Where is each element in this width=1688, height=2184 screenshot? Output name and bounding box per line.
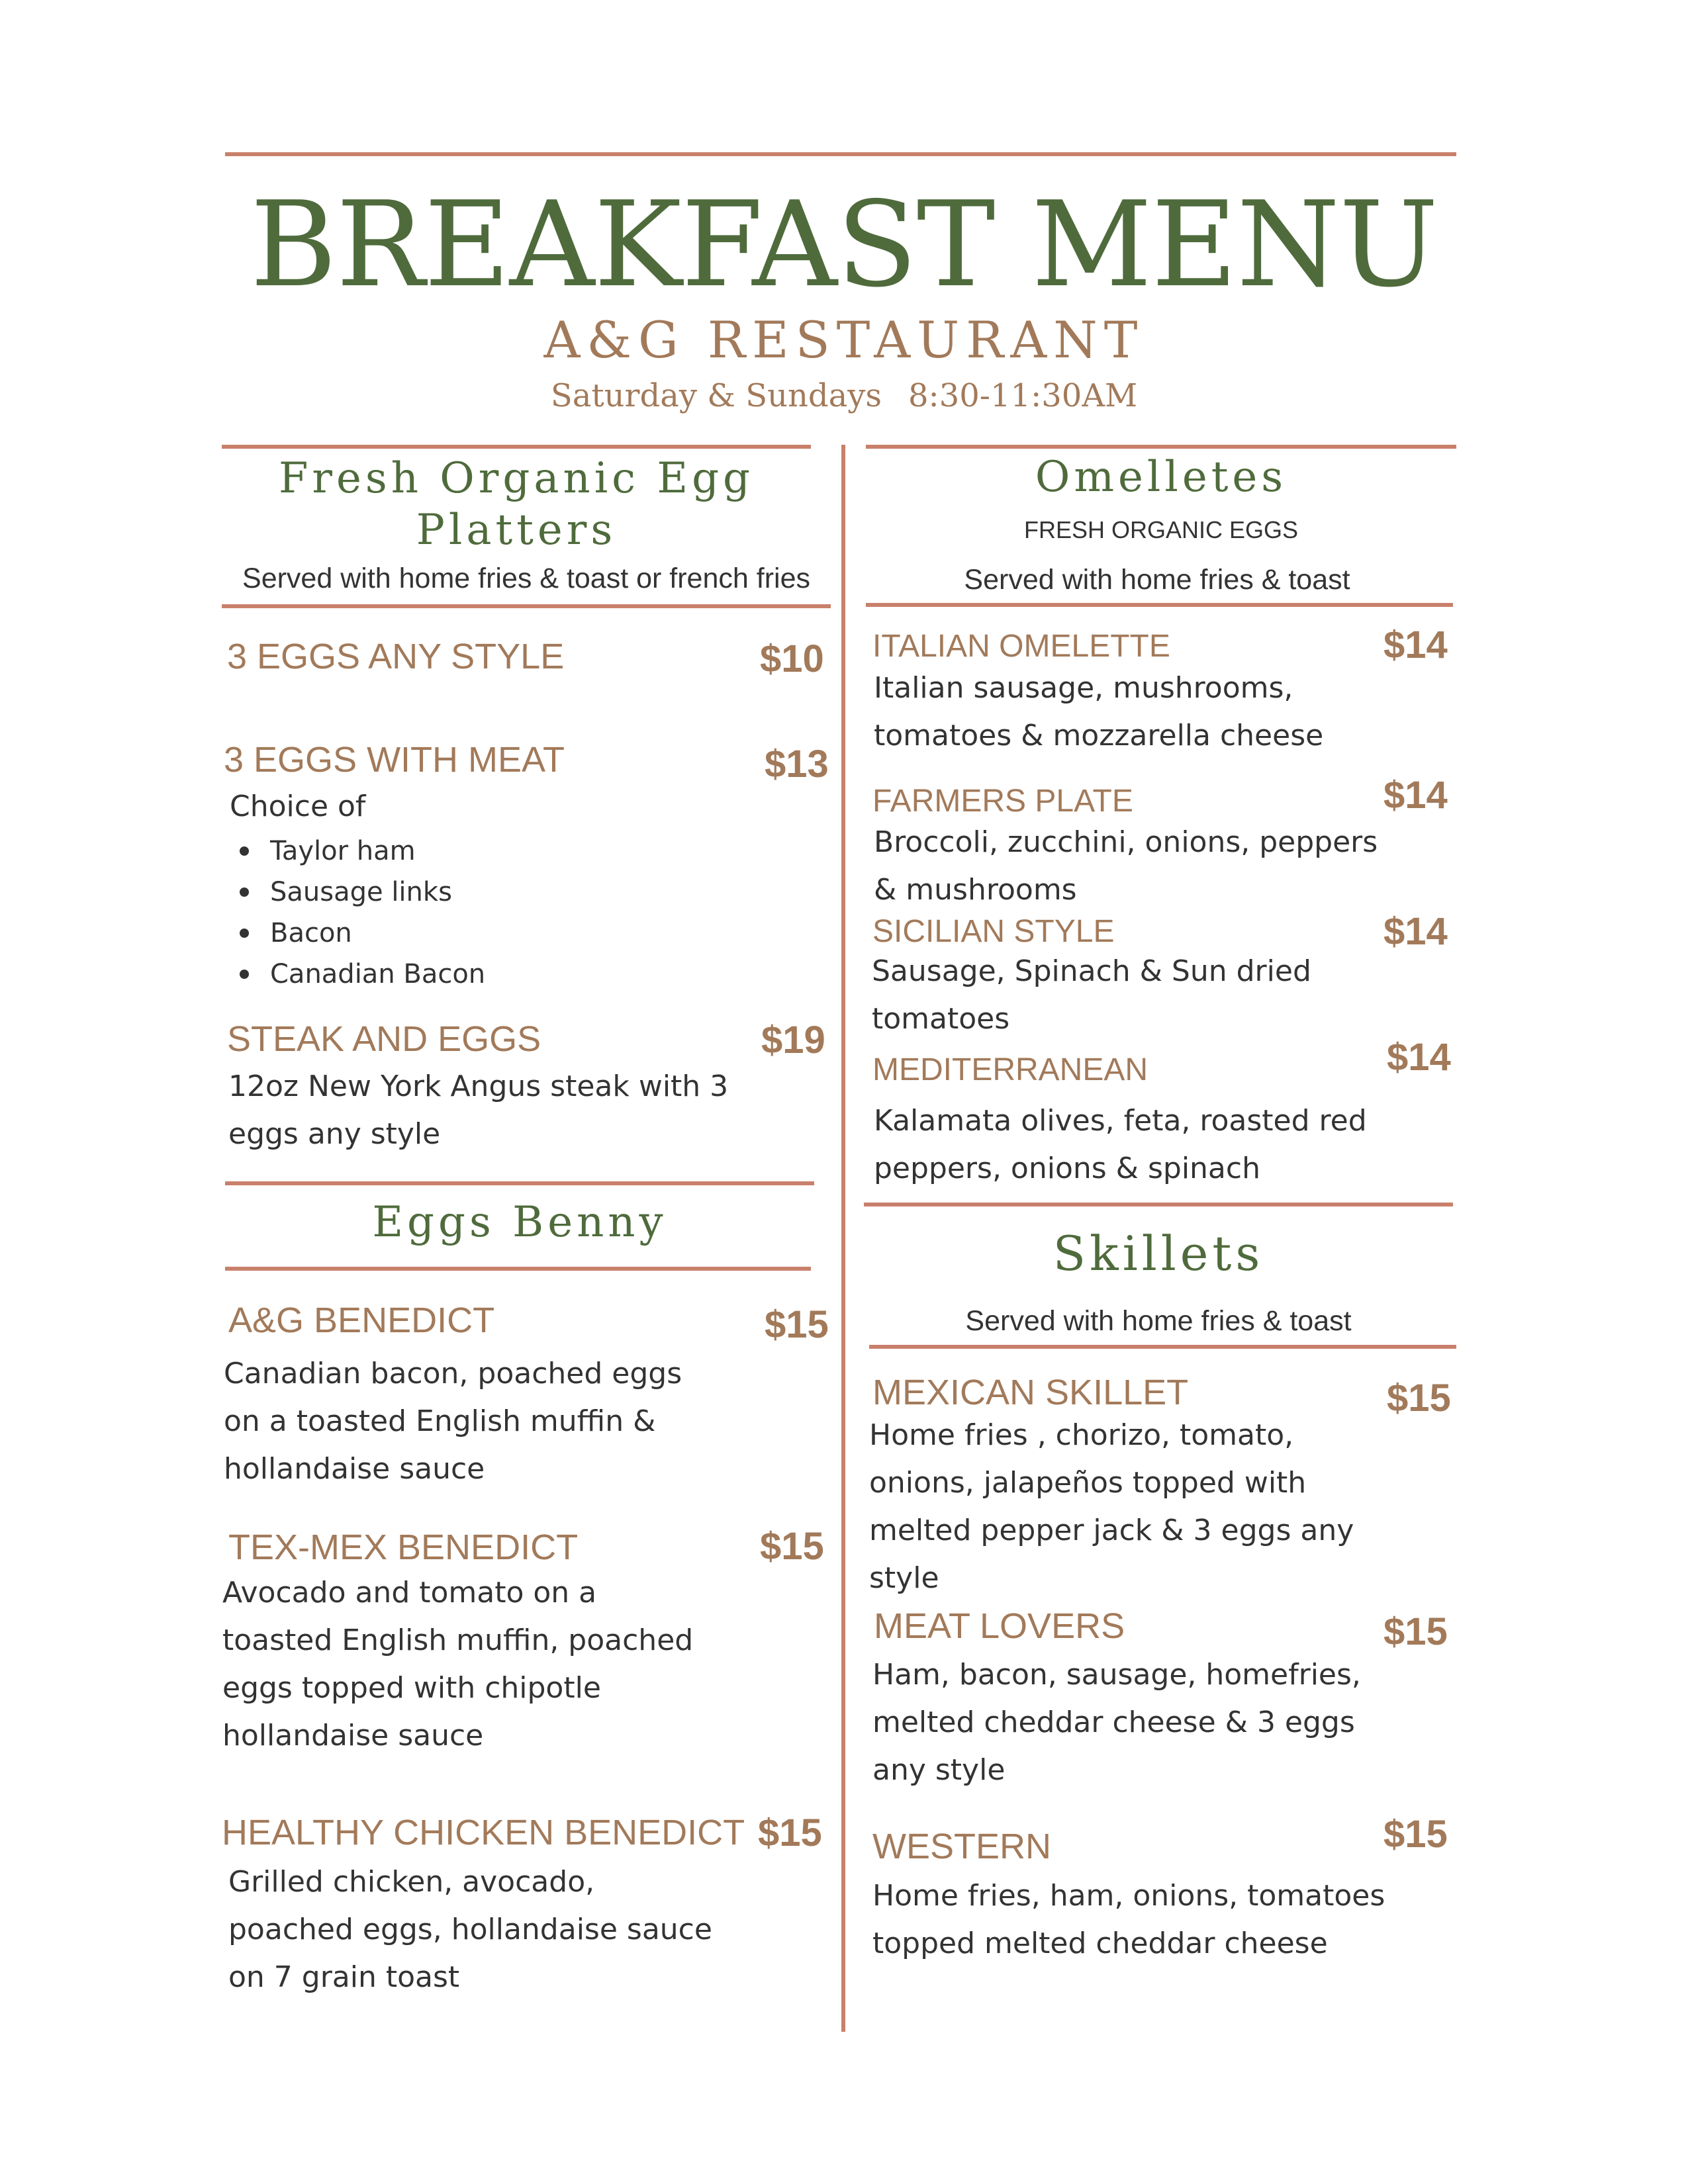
hours-days: Saturday & Sundays xyxy=(550,377,882,414)
item-name: WESTERN xyxy=(872,1827,1051,1866)
column-divider xyxy=(841,445,845,2032)
hours xyxy=(0,375,1688,417)
item-name: MEDITERRANEAN xyxy=(872,1052,1149,1087)
list-item: Bacon xyxy=(230,913,485,954)
item-price: $15 xyxy=(758,1811,822,1854)
item-name: A&G BENEDICT xyxy=(228,1300,495,1340)
item-description: Kalamata olives, feta, roasted red peppers, onions & spinach xyxy=(874,1104,1367,1185)
hours-time: 8:30-11:30AM xyxy=(908,377,1138,414)
egg-platters-bottom-rule xyxy=(222,604,831,608)
item-price: $14 xyxy=(1383,910,1448,953)
page-title: BREAKFAST MENU xyxy=(250,176,1438,313)
item-description: Broccoli, zucchini, onions, peppers & mushrooms xyxy=(874,825,1378,907)
item-name: MEAT LOVERS xyxy=(874,1606,1125,1646)
skillets-bottom-rule xyxy=(869,1345,1456,1349)
item-price: $14 xyxy=(1383,623,1448,666)
item-description: Sausage, Spinach & Sun dried tomatoes xyxy=(872,954,1311,1036)
item-price: $15 xyxy=(765,1303,829,1346)
benny-title: Eggs Benny xyxy=(372,1198,667,1247)
item-price: $10 xyxy=(760,637,824,680)
benny-top-rule xyxy=(225,1181,814,1185)
item-choice: Choice of xyxy=(230,790,366,823)
item-name: MEXICAN SKILLET xyxy=(872,1373,1189,1412)
item-name: FARMERS PLATE xyxy=(872,784,1133,819)
restaurant-name: A&G RESTAURANT xyxy=(543,310,1145,369)
item-price: $15 xyxy=(1383,1813,1448,1856)
egg-platters-title-line2: Platters xyxy=(416,506,617,555)
skillets-title: Skillets xyxy=(1053,1226,1264,1281)
item-price: $19 xyxy=(761,1019,825,1062)
omelettes-title: Omelletes xyxy=(1035,453,1288,502)
item-description: Canadian bacon, poached eggs on a toasted English muffin & hollandaise sauce xyxy=(224,1357,682,1486)
item-name: SICILIAN STYLE xyxy=(872,914,1115,949)
omelettes-note: FRESH ORGANIC EGGS xyxy=(1023,516,1299,543)
item-name: 3 EGGS WITH MEAT xyxy=(224,740,565,780)
item-price: $13 xyxy=(765,743,829,786)
item-price: $15 xyxy=(1387,1377,1451,1420)
egg-platters-subtitle: Served with home fries & toast or french fries xyxy=(242,563,810,594)
item-name: HEALTHY CHICKEN BENEDICT xyxy=(222,1813,745,1852)
omelettes-subtitle: Served with home fries & toast xyxy=(964,564,1350,596)
omelettes-top-rule xyxy=(866,445,1456,449)
item-description: Grilled chicken, avocado, poached eggs, hollandaise sauce on 7 grain toast xyxy=(228,1865,712,1994)
item-description: Ham, bacon, sausage, homefries, melted cheddar cheese & 3 eggs any style xyxy=(872,1658,1361,1787)
list-item: Taylor ham xyxy=(230,831,485,872)
top-rule xyxy=(225,152,1456,156)
benny-bottom-rule xyxy=(225,1267,811,1271)
item-name: TEX-MEX BENEDICT xyxy=(228,1527,579,1567)
list-item: Canadian Bacon xyxy=(230,954,485,995)
skillets-subtitle: Served with home fries & toast xyxy=(965,1305,1352,1337)
egg-platters-title xyxy=(222,453,811,556)
omelettes-bottom-rule xyxy=(866,603,1453,607)
item-price: $14 xyxy=(1383,774,1448,817)
item-description: Home fries, ham, onions, tomatoes topped melted cheddar cheese xyxy=(872,1879,1385,1960)
meat-options-list xyxy=(230,831,485,995)
item-price: $14 xyxy=(1387,1036,1451,1079)
egg-platters-title-line1: Fresh Organic Egg xyxy=(279,454,754,503)
skillets-top-rule xyxy=(864,1203,1453,1206)
item-description: 12oz New York Angus steak with 3 eggs any style xyxy=(228,1069,729,1151)
item-description: Italian sausage, mushrooms, tomatoes & mozzarella cheese xyxy=(874,671,1324,752)
egg-platters-top-rule xyxy=(222,445,811,449)
list-item: Sausage links xyxy=(230,872,485,913)
item-description: Avocado and tomato on a toasted English muffin, poached eggs topped with chipotle hollandaise sauce xyxy=(222,1576,694,1752)
item-price: $15 xyxy=(1383,1610,1448,1653)
item-name: ITALIAN OMELETTE xyxy=(872,629,1170,664)
item-name: STEAK AND EGGS xyxy=(227,1019,541,1059)
item-name: 3 EGGS ANY STYLE xyxy=(227,637,565,676)
item-description: Home fries , chorizo, tomato, onions, jalapeños topped with melted pepper jack & 3 eggs any style xyxy=(869,1418,1354,1595)
item-price: $15 xyxy=(760,1525,824,1568)
